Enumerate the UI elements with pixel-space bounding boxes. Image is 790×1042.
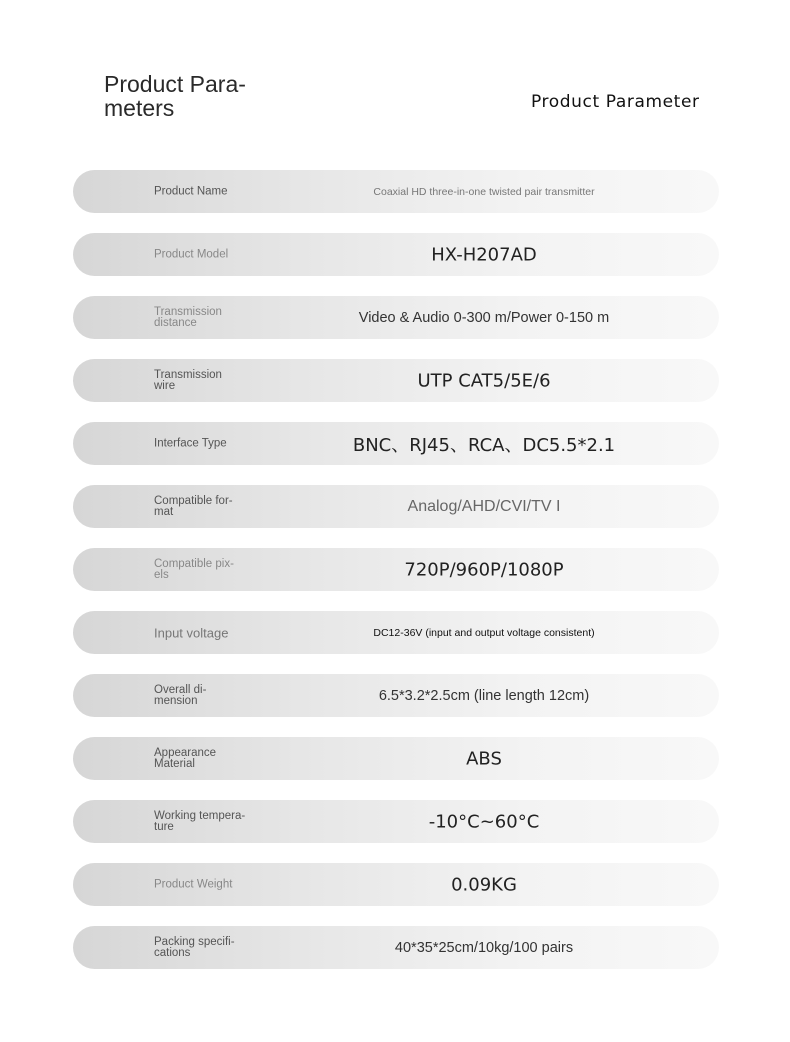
param-value: 720P/960P/1080P [404, 559, 564, 580]
param-label: Overall di- mension [154, 683, 207, 707]
param-value: 6.5*3.2*2.5cm (line length 12cm) [378, 687, 590, 704]
param-label: Appearance Material [154, 746, 217, 770]
param-value: Coaxial HD three-in-one twisted pair transmitter [373, 185, 595, 198]
param-label: Transmission wire [154, 368, 222, 392]
page-title: Product Para- meters [104, 71, 246, 121]
param-label: Input voltage [154, 625, 229, 640]
param-row-compatible-format [73, 485, 719, 528]
param-label: Product Model [154, 248, 229, 260]
param-value: BNC、RJ45、RCA、DC5.5*2.1 [352, 434, 616, 456]
param-label: Interface Type [154, 437, 227, 449]
param-value: 40*35*25cm/10kg/100 pairs [394, 939, 574, 956]
param-row-product-model [73, 233, 719, 276]
param-value: 0.09KG [451, 874, 517, 895]
param-row-compatible-pixels [73, 548, 719, 591]
param-row-product-weight [73, 863, 719, 906]
param-label: Product Weight [154, 878, 233, 890]
param-value: ABS [466, 748, 502, 769]
param-row-overall-dimension [73, 674, 719, 717]
param-value: Video & Audio 0-300 m/Power 0-150 m [358, 309, 610, 326]
param-row-input-voltage [73, 611, 719, 654]
param-value: DC12-36V (input and output voltage consistent) [373, 626, 595, 639]
param-label: Packing specifi- cations [154, 935, 235, 959]
param-row-packing-specifications [73, 926, 719, 969]
param-row-product-name [73, 170, 719, 213]
param-value: HX-H207AD [431, 244, 537, 265]
section-title: Product Parameter [531, 92, 700, 112]
param-value: UTP CAT5/5E/6 [417, 370, 551, 391]
param-label: Transmission distance [154, 305, 222, 329]
param-label: Working tempera- ture [154, 809, 246, 833]
param-row-appearance-material [73, 737, 719, 780]
param-row-interface-type [73, 422, 719, 465]
param-label: Compatible pix- els [154, 557, 234, 581]
param-row-transmission-wire [73, 359, 719, 402]
param-label: Compatible for- mat [154, 494, 233, 518]
param-value: Analog/AHD/CVI/TV I [407, 497, 561, 515]
param-value: -10°C~60°C [428, 811, 540, 832]
param-row-working-temperature [73, 800, 719, 843]
param-label: Product Name [154, 185, 228, 197]
param-row-transmission-distance [73, 296, 719, 339]
